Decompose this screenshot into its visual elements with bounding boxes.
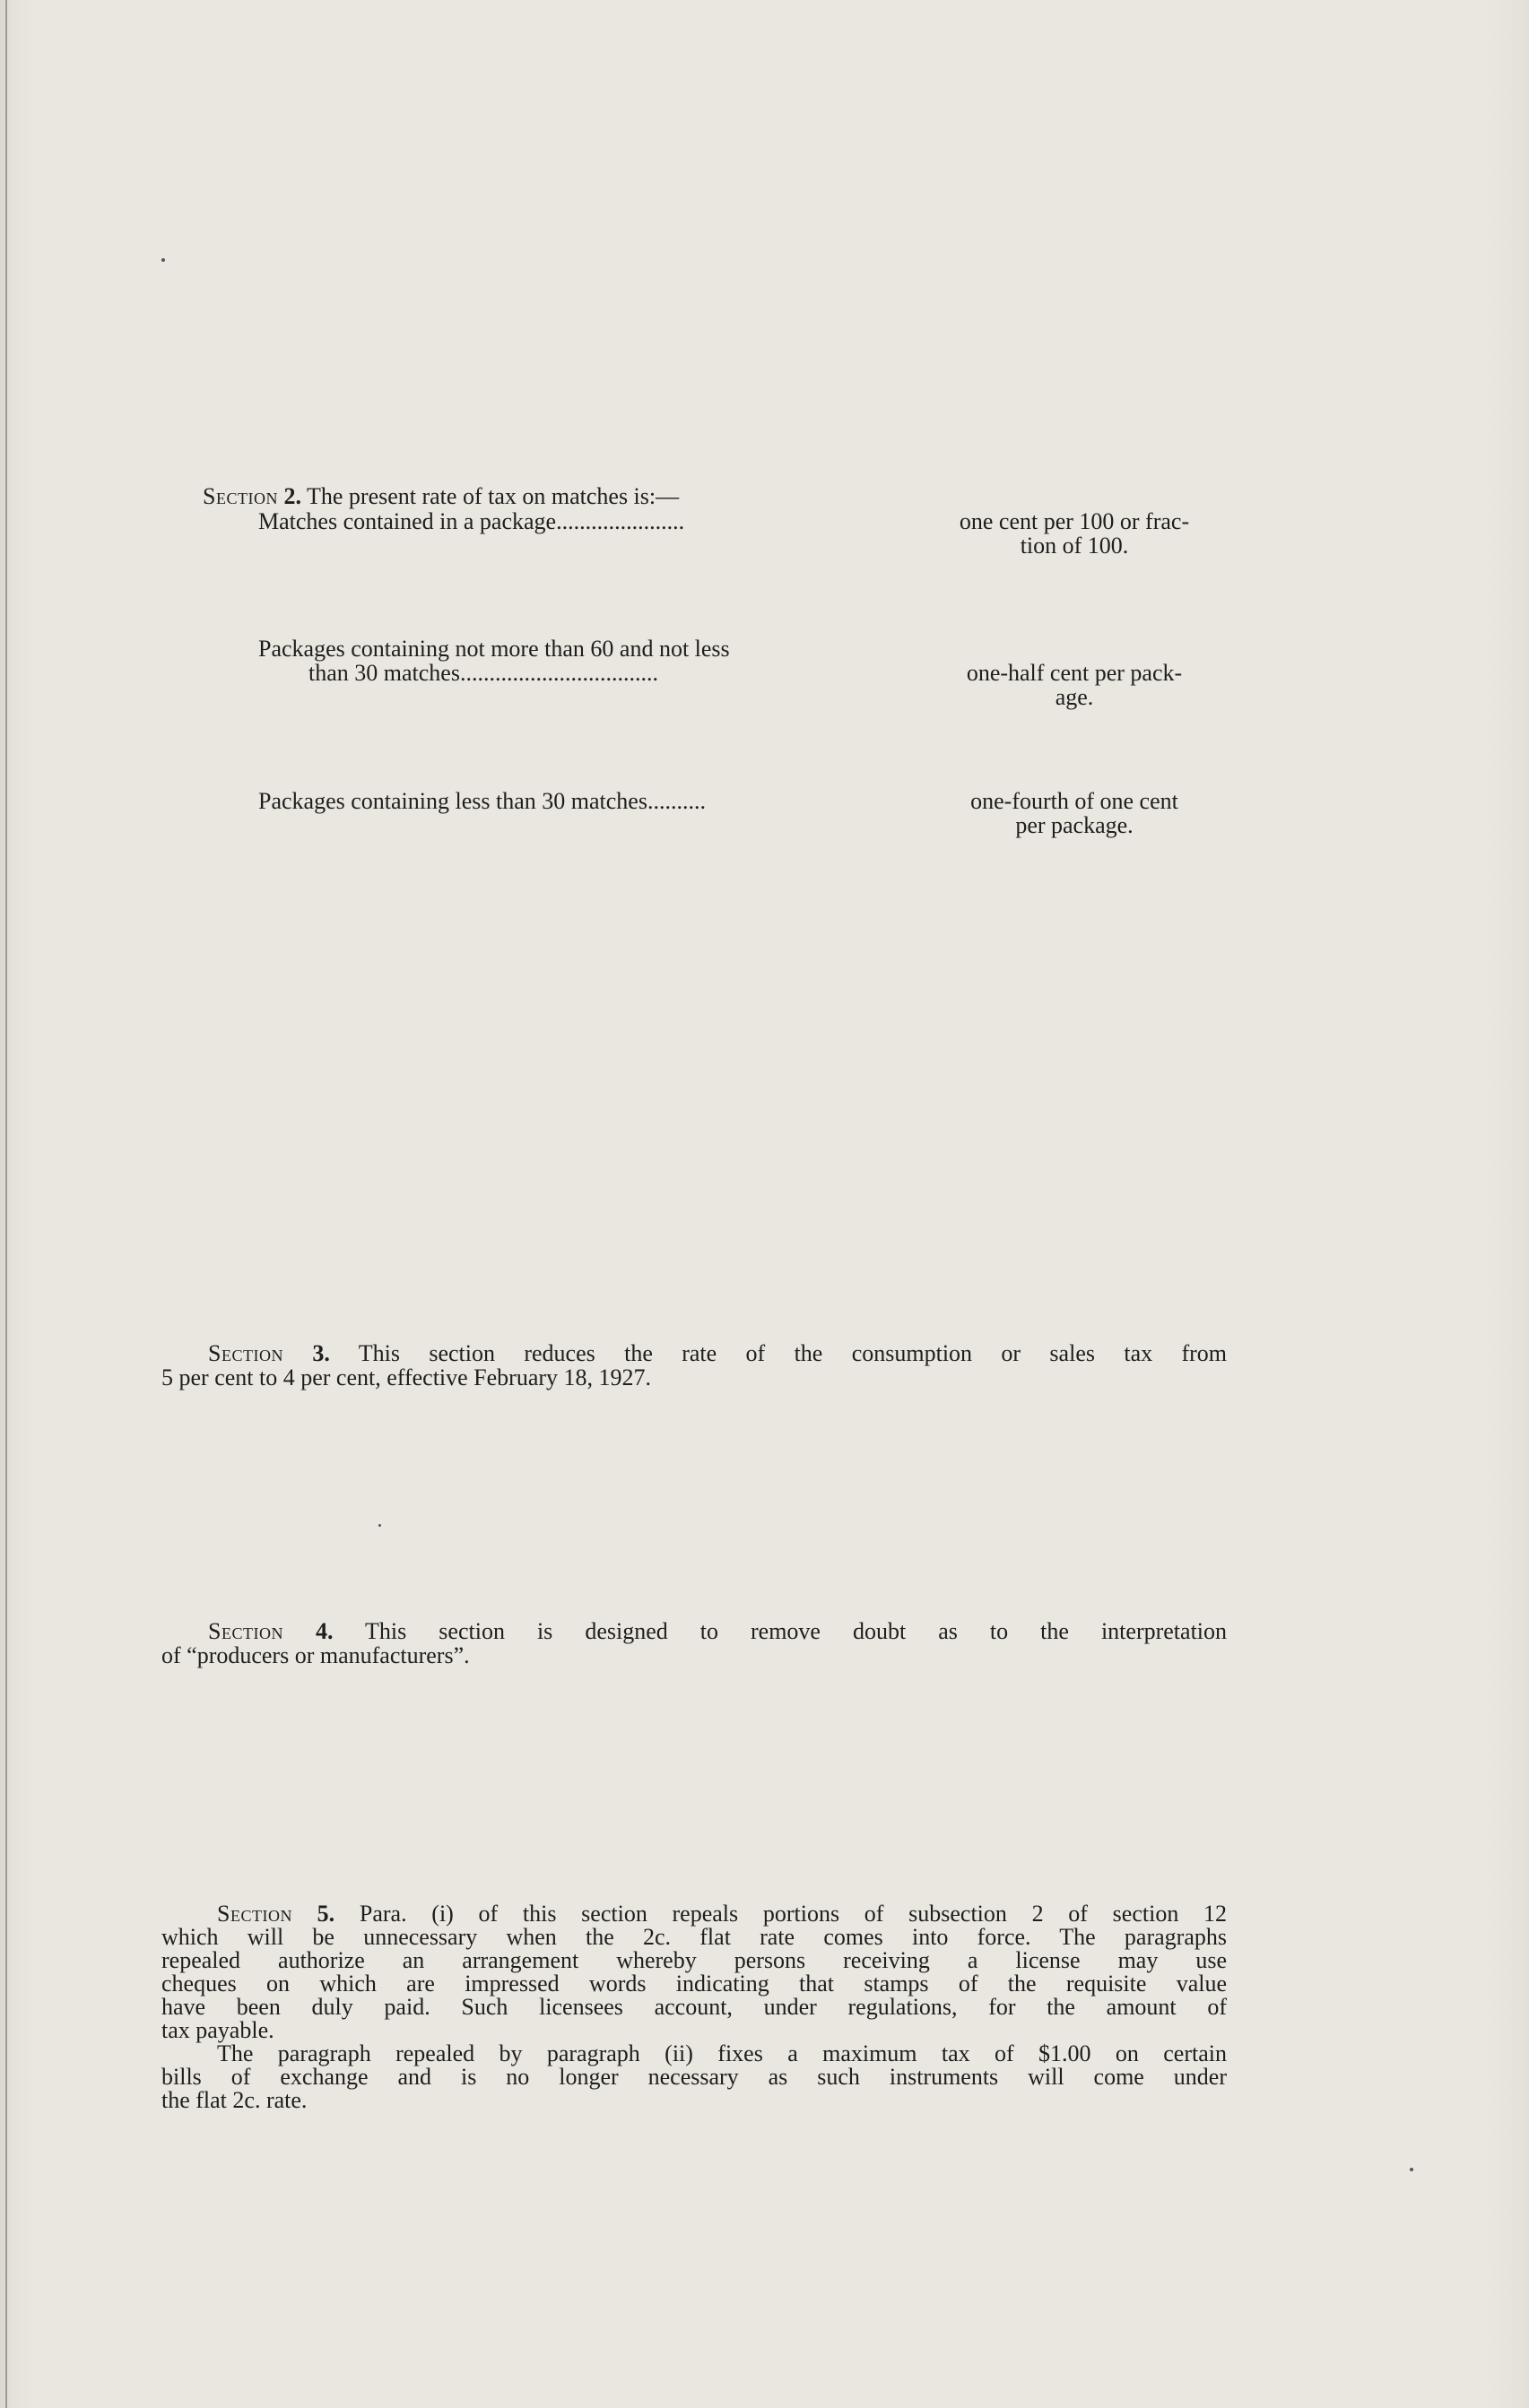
section-4-paragraph: Section 4. This section is designed to remove doubt as to the interpretation of “producers or manufacturers”. (161, 1618, 1228, 1668)
section-label: Section (208, 1618, 283, 1644)
dot-leader: .................................. (459, 660, 658, 686)
packages-60-item-label-line2: than 30 matches.................................. (308, 660, 658, 686)
matches-item-label: Matches contained in a package...................... (258, 508, 685, 534)
section-label: Section (217, 1901, 292, 1927)
section-number: 2. (283, 483, 301, 509)
section-label: Section (208, 1340, 283, 1366)
print-speck (161, 258, 165, 262)
section-number: 3. (312, 1340, 330, 1366)
print-speck (1410, 2168, 1413, 2171)
packages-60-item-label-line1: Packages containing not more than 60 and not less (258, 636, 730, 662)
section-5-paragraph: Section 5. Para. (i) of this section repeals portions of subsection 2 of section 12 which will be unnecessary when the 2c. flat rate comes into force. The paragraphs repealed authorize an arrangement whereby persons receiving a license may use cheques on which are impressed words indicating that stamps of the requisite value have been duly paid. Such licensees account, under regulations, for the amount of tax payable. The paragraph repealed by paragraph (ii) fixes a maximum tax of $1.00 on certain bills of exchange and is no longer necessary as such instruments will come under the flat 2c. rate. (161, 1901, 1228, 2113)
section-number: 5. (317, 1901, 335, 1927)
section-number: 4. (315, 1618, 334, 1644)
print-speck (378, 1524, 381, 1527)
section-3-paragraph: Section 3. This section reduces the rate of the consumption or sales tax from 5 per cent to 4 per cent, effective February 18, 1927. (161, 1340, 1228, 1390)
section-2-heading (203, 484, 679, 508)
binding-edge (5, 0, 7, 2408)
dot-leader: ...................... (556, 508, 685, 534)
packages-30-item-label: Packages containing less than 30 matches.......... (258, 788, 706, 814)
section-heading-text: The present rate of tax on matches is:— (306, 483, 680, 509)
dot-leader: .......... (647, 788, 706, 814)
section-label: Section (203, 483, 278, 509)
packages-30-item-rate: one-fourth of one cent per package. (970, 788, 1178, 838)
matches-item-rate: one cent per 100 or frac- tion of 100. (959, 508, 1190, 559)
packages-60-item-rate: one-half cent per pack- age. (966, 660, 1183, 710)
